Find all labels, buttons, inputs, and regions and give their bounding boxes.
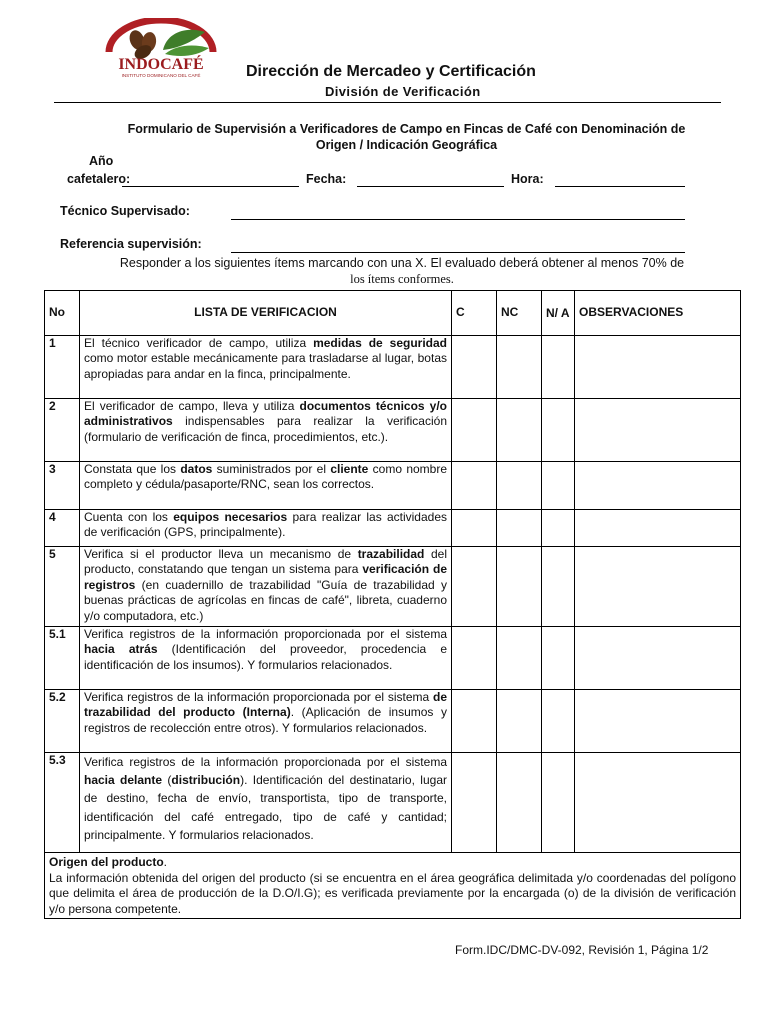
table-row — [45, 547, 741, 627]
fecha-label: Fecha: — [306, 172, 347, 186]
item-description: El verificador de campo, lleva y utiliza documentos técnicos y/o administrativos indispensables para realizar la verificación (formulario de verificación de finca, procedimientos, etc.). — [80, 399, 452, 462]
check-nc[interactable] — [497, 690, 542, 753]
hora-field[interactable] — [555, 186, 685, 187]
form-title — [60, 121, 753, 153]
origin-cell: Origen del producto. La información obtenida del origen del producto (si se encuentra en el área geográfica delimitada y/o coordenadas del polígono que delimita el área de producción de la D.O/I.G); es verificada previamente por la encargada (o) de la división de verificación y/o persona competente. — [45, 853, 741, 919]
item-description: Verifica registros de la información proporcionada por el sistema hacia delante (distribución). Identificación del destinatario, lugar de destino, fecha de envío, transportista, tipo de transporte, identificación del café entregado, tipo de café y cantidad; principalmente. Y formularios relacionados. — [80, 753, 452, 853]
check-c[interactable] — [452, 547, 497, 627]
check-c[interactable] — [452, 690, 497, 753]
table-row — [45, 462, 741, 510]
check-nc[interactable] — [497, 627, 542, 690]
check-na[interactable] — [542, 547, 575, 627]
verification-checklist-table — [44, 290, 741, 919]
check-c[interactable] — [452, 336, 497, 399]
header-na: N/ A — [542, 291, 575, 336]
header-divider — [54, 102, 721, 103]
item-description: Verifica registros de la información proporcionada por el sistema de trazabilidad del producto (Interna). (Aplicación de insumos y registros de recolección entre otros). Y formularios relacionados. — [80, 690, 452, 753]
item-description: Verifica registros de la información proporcionada por el sistema hacia atrás (Identificación del proveedor, procedencia e identificación de los insumos). Y formularios relacionados. — [80, 627, 452, 690]
observation-cell[interactable] — [575, 336, 741, 399]
form-footer: Form.IDC/DMC-DV-092, Revisión 1, Página 1/2 — [455, 943, 709, 957]
item-number: 5.1 — [45, 627, 80, 690]
tecnico-field[interactable] — [231, 219, 685, 220]
item-number: 5.2 — [45, 690, 80, 753]
check-c[interactable] — [452, 627, 497, 690]
anio-label-line1: Año — [89, 154, 114, 168]
table-row — [45, 627, 741, 690]
fecha-field[interactable] — [357, 186, 504, 187]
check-c[interactable] — [452, 399, 497, 462]
division-subtitle: División de Verificación — [325, 84, 481, 99]
check-na[interactable] — [542, 462, 575, 510]
check-nc[interactable] — [497, 510, 542, 547]
item-number: 4 — [45, 510, 80, 547]
check-na[interactable] — [542, 510, 575, 547]
check-c[interactable] — [452, 510, 497, 547]
table-row — [45, 399, 741, 462]
header-c: C — [452, 291, 497, 336]
table-row — [45, 753, 741, 853]
table-row — [45, 510, 741, 547]
anio-field[interactable] — [122, 186, 299, 187]
check-na[interactable] — [542, 627, 575, 690]
origin-text: La información obtenida del origen del producto (si se encuentra en el área geográfica delimitada y/o coordenadas del polígono que delimita el área de producción de la D.O/I.G); es verificada previamente por la encargada (o) de la división de verificación y/o persona competente. — [49, 870, 736, 916]
header-no: No — [45, 291, 80, 336]
observation-cell[interactable] — [575, 462, 741, 510]
tecnico-label: Técnico Supervisado: — [60, 204, 190, 218]
header-lista: LISTA DE VERIFICACION — [80, 291, 452, 336]
check-na[interactable] — [542, 336, 575, 399]
origin-row — [45, 853, 741, 919]
check-nc[interactable] — [497, 547, 542, 627]
observation-cell[interactable] — [575, 690, 741, 753]
item-number: 2 — [45, 399, 80, 462]
item-number: 1 — [45, 336, 80, 399]
check-c[interactable] — [452, 462, 497, 510]
instructions-line1: Responder a los siguientes ítems marcando con una X. El evaluado deberá obtener al menos 70% de — [119, 256, 685, 270]
item-description: Constata que los datos suministrados por el cliente como nombre completo y cédula/pasaporte/RNC, sean los correctos. — [80, 462, 452, 510]
department-title: Dirección de Mercadeo y Certificación — [246, 63, 536, 80]
check-nc[interactable] — [497, 462, 542, 510]
referencia-field[interactable] — [231, 252, 685, 253]
check-na[interactable] — [542, 690, 575, 753]
indocafe-logo — [103, 18, 219, 80]
item-number: 3 — [45, 462, 80, 510]
hora-label: Hora: — [511, 172, 544, 186]
table-header-row — [45, 291, 741, 336]
referencia-label: Referencia supervisión: — [60, 237, 202, 251]
item-description: Cuenta con los equipos necesarios para realizar las actividades de verificación (GPS, principalmente). — [80, 510, 452, 547]
form-title-line2: Origen / Indicación Geográfica — [315, 138, 498, 152]
observation-cell[interactable] — [575, 627, 741, 690]
instructions-line2: los ítems conformes. — [350, 272, 454, 286]
item-number: 5 — [45, 547, 80, 627]
item-number: 5.3 — [45, 753, 80, 853]
anio-label-line2: cafetalero: — [67, 172, 131, 186]
check-na[interactable] — [542, 753, 575, 853]
observation-cell[interactable] — [575, 399, 741, 462]
check-nc[interactable] — [497, 336, 542, 399]
item-description: Verifica si el productor lleva un mecanismo de trazabilidad del producto, constatando que tengan un sistema para verificación de registros (en cuadernillo de trazabilidad "Guía de trazabilidad y buenas prácticas de agrícolas en fincas de café", libreta, cuaderno y/o computadora, etc.) — [80, 547, 452, 627]
item-description: El técnico verificador de campo, utiliza medidas de seguridad como motor estable mecánicamente para trasladarse al lugar, botas apropiadas para andar en la finca, principalmente. — [80, 336, 452, 399]
header-observaciones: OBSERVACIONES — [575, 291, 741, 336]
observation-cell[interactable] — [575, 547, 741, 627]
logo-subtext: INSTITUTO DOMINICANO DEL CAFÉ — [121, 73, 201, 78]
observation-cell[interactable] — [575, 753, 741, 853]
header-nc: NC — [497, 291, 542, 336]
instructions — [86, 255, 718, 287]
observation-cell[interactable] — [575, 510, 741, 547]
check-na[interactable] — [542, 399, 575, 462]
logo-text: INDOCAFÉ — [118, 56, 204, 73]
check-nc[interactable] — [497, 399, 542, 462]
table-row — [45, 690, 741, 753]
form-title-line1: Formulario de Supervisión a Verificadores de Campo en Fincas de Café con Denominación de — [127, 122, 686, 136]
check-c[interactable] — [452, 753, 497, 853]
check-nc[interactable] — [497, 753, 542, 853]
origin-title: Origen del producto — [49, 855, 164, 869]
table-row — [45, 336, 741, 399]
